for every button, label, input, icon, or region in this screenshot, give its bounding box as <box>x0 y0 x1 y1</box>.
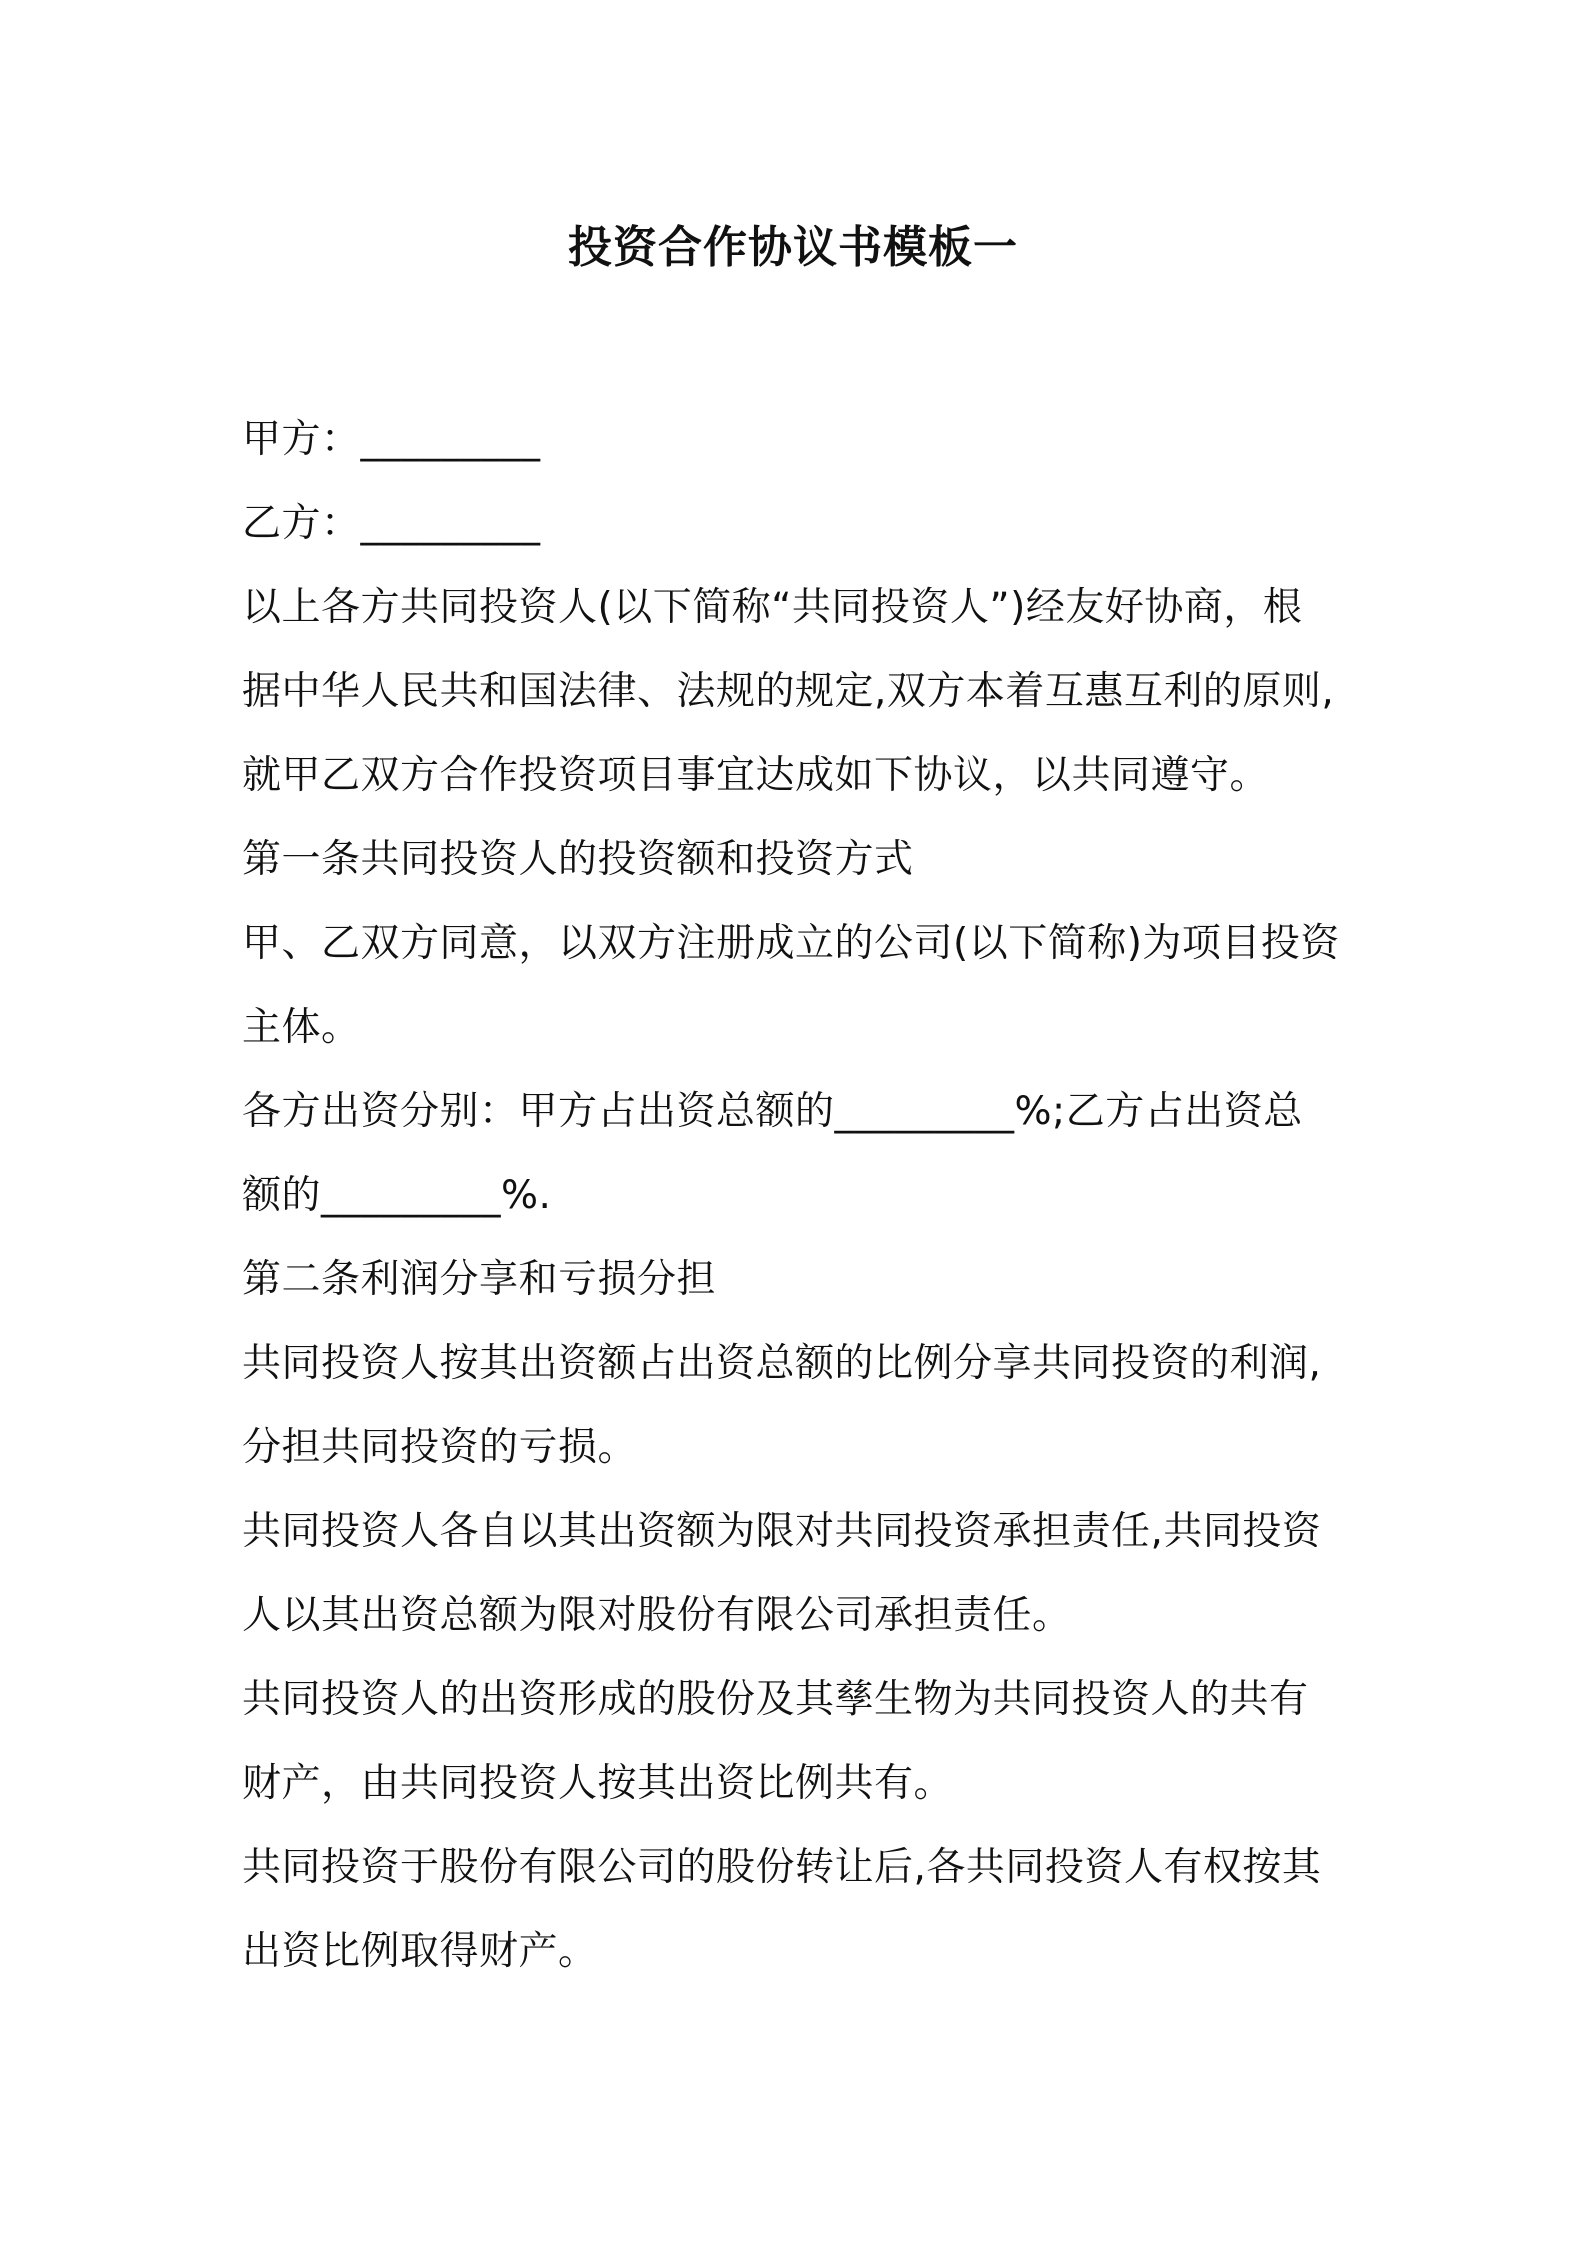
common-property-paragraph <box>242 1658 1360 1826</box>
text-line: 第一条共同投资人的投资额和投资方式 <box>242 837 914 882</box>
text-line: 第二条利润分享和亏损分担 <box>242 1257 717 1302</box>
text-line: 分担共同投资的亏损。 <box>242 1425 638 1470</box>
contribution-paragraph <box>242 1070 1360 1238</box>
document-title: 投资合作协议书模板一 <box>568 222 1018 273</box>
text-line: 出资比例取得财产。 <box>242 1929 598 1974</box>
article-two-heading <box>242 1238 1360 1322</box>
text-line: 以上各方共同投资人(以下简称“共同投资人”)经友好协商，根 <box>242 585 1303 630</box>
text-line: 财产，由共同投资人按其出资比例共有。 <box>242 1761 954 1806</box>
text-line: 共同投资人各自以其出资额为限对共同投资承担责任,共同投资 <box>242 1509 1322 1554</box>
share-transfer-paragraph <box>242 1826 1360 1994</box>
text-line: 人以其出资总额为限对股份有限公司承担责任。 <box>242 1593 1072 1638</box>
text-line: 乙方：_________ <box>242 501 541 546</box>
preamble-paragraph <box>242 566 1360 818</box>
text-line: 共同投资人的出资形成的股份及其孳生物为共同投资人的共有 <box>242 1677 1309 1722</box>
text-line: 共同投资于股份有限公司的股份转让后,各共同投资人有权按其 <box>242 1845 1322 1890</box>
text-line: 各方出资分别：甲方占出资总额的_________%;乙方占出资总 <box>242 1089 1303 1134</box>
liability-paragraph <box>242 1490 1360 1658</box>
text-line: 甲、乙双方同意，以双方注册成立的公司(以下简称)为项目投资 <box>242 921 1340 966</box>
text-line: 据中华人民共和国法律、法规的规定,双方本着互惠互利的原则, <box>242 669 1335 714</box>
text-line: 甲方：_________ <box>242 417 541 462</box>
text-line: 就甲乙双方合作投资项目事宜达成如下协议，以共同遵守。 <box>242 753 1270 798</box>
text-line: 共同投资人按其出资额占出资总额的比例分享共同投资的利润, <box>242 1341 1322 1386</box>
profit-sharing-paragraph <box>242 1322 1360 1490</box>
party-b-line <box>242 482 1360 566</box>
text-line: 主体。 <box>242 1005 361 1050</box>
article-one-heading <box>242 818 1360 902</box>
document-body <box>242 398 1360 1994</box>
text-line: 额的_________%. <box>242 1173 552 1218</box>
article-one-paragraph <box>242 902 1360 1070</box>
party-a-line <box>242 398 1360 482</box>
